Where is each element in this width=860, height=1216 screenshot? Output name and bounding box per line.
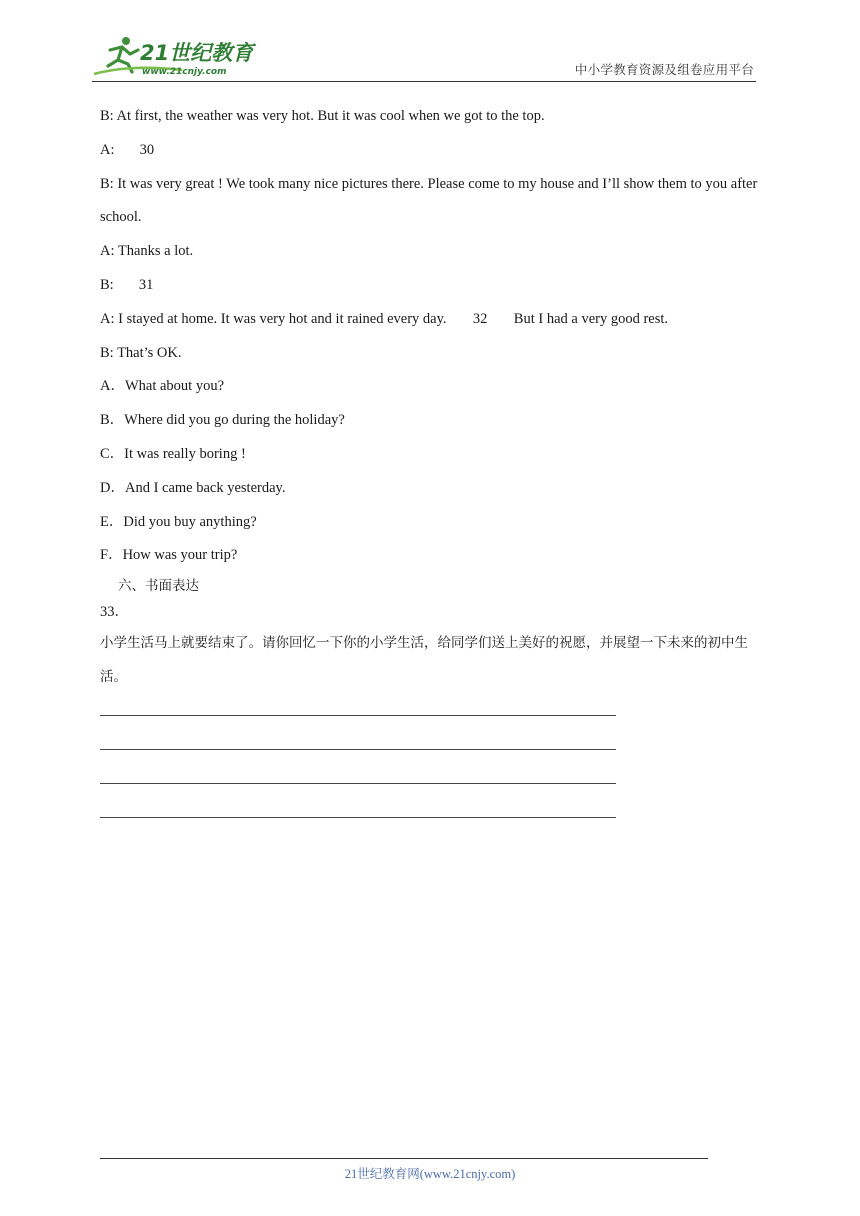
document-body — [100, 100, 770, 851]
dialogue-line-4: A: Thanks a lot. — [100, 243, 194, 260]
section-title: 六、书面表达 — [118, 578, 199, 595]
option-b: B．Where did you go during the holiday? — [100, 412, 345, 429]
speaker-label: A: — [100, 141, 115, 158]
answer-blank-32: 32 — [472, 310, 488, 327]
option-f: F．How was your trip? — [100, 547, 238, 564]
dialogue-line-3: B: It was very great ! We took many nice pictures there. Please come to my house and I’ll show them to you after school. — [100, 175, 758, 226]
header-divider — [92, 81, 756, 82]
logo-21cnjy — [92, 34, 262, 78]
answer-blank-30: 30 — [139, 141, 155, 158]
dialogue-line-7: B: That’s OK. — [100, 344, 182, 361]
svg-text:21世纪教育: 21世纪教育 — [140, 41, 254, 65]
option-e: E．Did you buy anything? — [100, 513, 257, 530]
answer-line[interactable] — [100, 749, 616, 750]
footer-divider — [100, 1158, 708, 1159]
dialogue-line-1: B: At first, the weather was very hot. But it was cool when we got to the top. — [100, 108, 545, 124]
dialogue-line-6 — [100, 303, 770, 337]
option-a: A．What about you? — [100, 378, 225, 395]
option-d: D．And I came back yesterday. — [100, 479, 286, 496]
dialogue-line-2 — [100, 134, 770, 168]
footer-link[interactable]: 21世纪教育网(www.21cnjy.com) — [344, 1167, 516, 1181]
dialogue-text-after: But I had a very good rest. — [513, 310, 669, 327]
answer-line[interactable] — [100, 817, 616, 818]
answer-line[interactable] — [100, 783, 616, 784]
platform-title: 中小学教育资源及组卷应用平台 — [574, 62, 754, 77]
writing-prompt: 小学生活马上就要结束了。请你回忆一下你的小学生活，给同学们送上美好的祝愿，并展望一下未来的初中生活。 — [100, 635, 748, 685]
option-c: C．It was really boring ! — [100, 445, 246, 462]
question-number: 33． — [100, 604, 129, 621]
dialogue-line-5 — [100, 269, 770, 303]
svg-text:www.21cnjy.com: www.21cnjy.com — [142, 67, 227, 77]
speaker-label: B: — [100, 276, 114, 293]
page-header — [92, 30, 756, 82]
dialogue-text-before: A: I stayed at home. It was very hot and it rained every day. — [100, 310, 447, 327]
answer-line[interactable] — [100, 715, 616, 716]
answer-blank-31: 31 — [138, 276, 154, 293]
answer-lines — [100, 715, 770, 818]
